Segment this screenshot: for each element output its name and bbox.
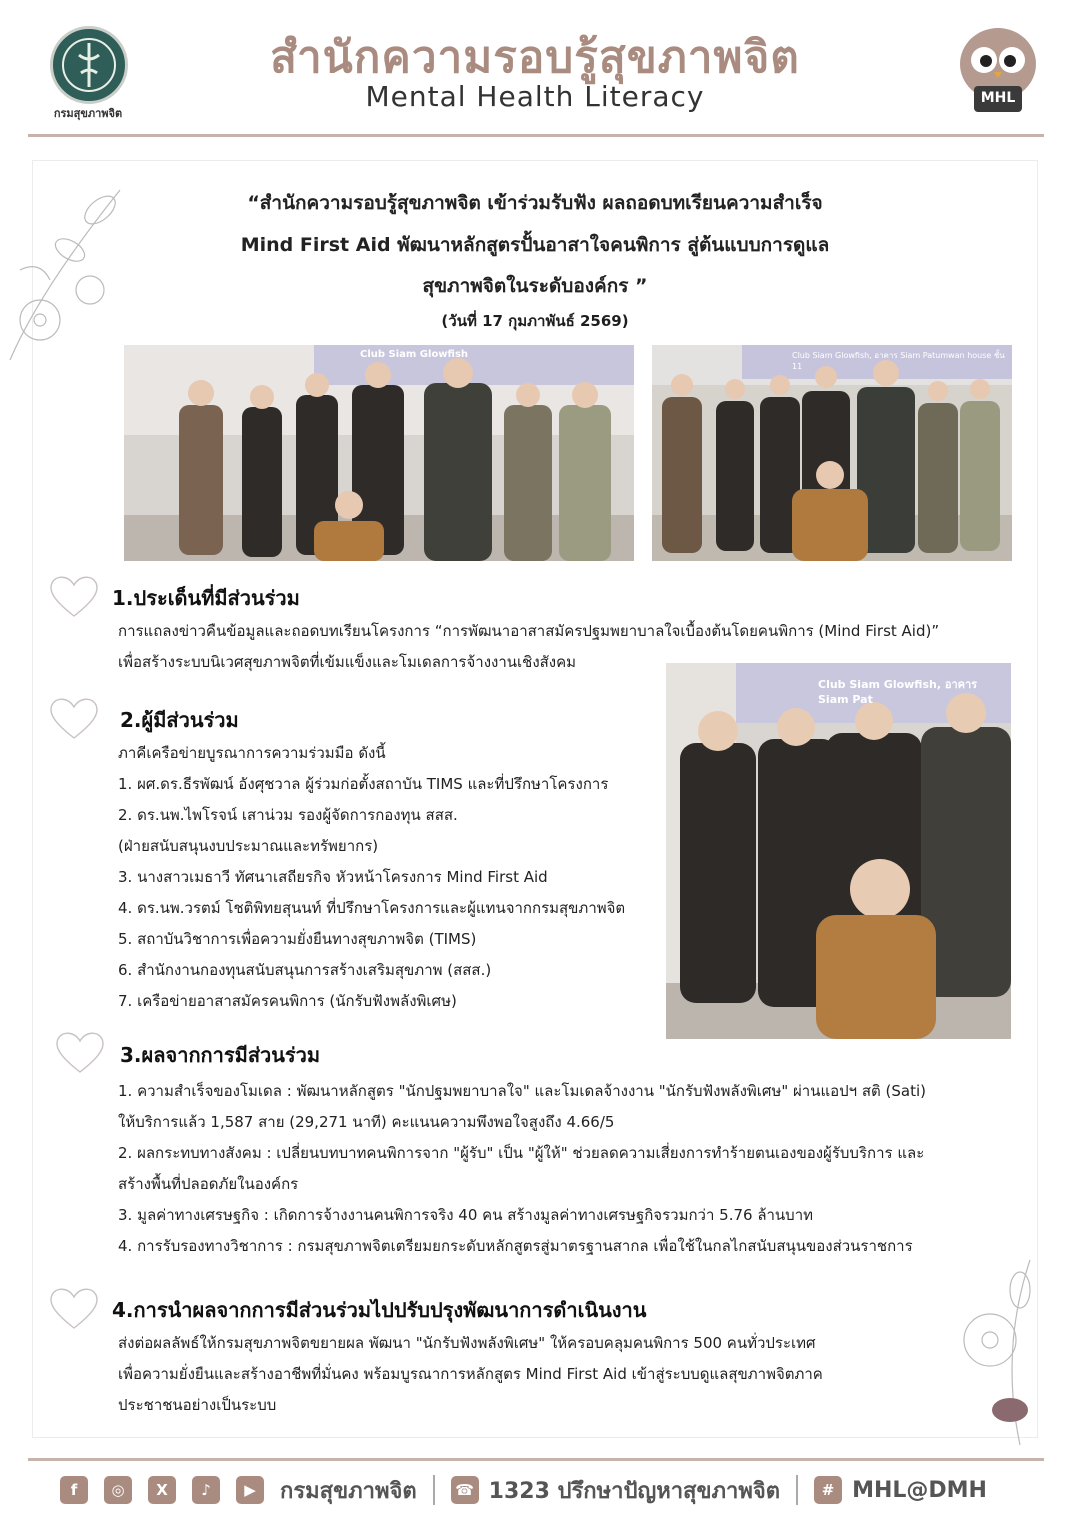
section-3-line: สร้างพื้นที่ปลอดภัยในองค์กร — [118, 1175, 299, 1193]
section-2-title: 2.ผู้มีส่วนร่วม — [120, 708, 239, 732]
section-2-line: 6. สำนักงานกองทุนสนับสนุนการสร้างเสริมสุขภาพ (สสส.) — [118, 961, 492, 979]
section-1-line: การแถลงข่าวคืนข้อมูลและถอดบทเรียนโครงการ “การพัฒนาอาสาสมัครปฐมพยาบาลใจเบื้องต้นโดยคนพิการ (Mind First Aid)” — [118, 622, 940, 640]
phone-icon: ☎ — [451, 1476, 479, 1504]
headline-line-3: สุขภาพจิตในระดับองค์กร ” — [422, 275, 648, 297]
footer-bar — [60, 1468, 1020, 1512]
headline-line-1: “สำนักความรอบรู้สุขภาพจิต เข้าร่วมรับฟัง ผลถอดบทเรียนความสำเร็จ — [247, 192, 823, 214]
page-title-thai: สำนักความรอบรู้สุขภาพจิต — [270, 32, 800, 83]
department-logo-text: กรมสุขภาพจิต — [53, 107, 123, 120]
footer-dept-name: กรมสุขภาพจิต — [280, 1478, 417, 1504]
section-4-line: เพื่อความยั่งยืนและสร้างอาชีพที่มั่นคง พร้อมบูรณาการหลักสูตร Mind First Aid เข้าสู่ระบบดูแลสุขภาพจิตภาค — [118, 1365, 823, 1383]
youtube-icon[interactable]: ▶ — [236, 1476, 264, 1504]
section-3-title: 3.ผลจากการมีส่วนร่วม — [120, 1043, 321, 1067]
footer-separator — [796, 1475, 798, 1505]
section-3-body — [118, 1076, 1018, 1262]
heart-icon — [52, 1028, 108, 1076]
x-twitter-icon[interactable]: X — [148, 1476, 176, 1504]
event-photo-2 — [652, 345, 1012, 561]
footer-divider — [28, 1458, 1044, 1461]
section-4-line: ประชาชนอย่างเป็นระบบ — [118, 1396, 277, 1414]
section-4-body — [118, 1328, 918, 1421]
section-4-title: 4.การนำผลจากการมีส่วนร่วมไปปรับปรุงพัฒนาการดำเนินงาน — [112, 1298, 647, 1322]
heart-icon — [46, 572, 102, 620]
section-2-line: 5. สถาบันวิชาการเพื่อความยั่งยืนทางสุขภาพจิต (TIMS) — [118, 930, 477, 948]
section-3-line: 4. การรับรองทางวิชาการ : กรมสุขภาพจิตเตรียมยกระดับหลักสูตรสู่มาตรฐานสากล เพื่อใช้ในกลไกสนับสนุนของส่วนราชการ — [118, 1237, 913, 1255]
section-2-line: 3. นางสาวเมธาวี ทัศนาเสถียรกิจ หัวหน้าโครงการ Mind First Aid — [118, 868, 548, 886]
section-2-line: 1. ผศ.ดร.ธีรพัฒน์ อังศุชวาล ผู้ร่วมก่อตั้งสถาบัน TIMS และที่ปรึกษาโครงการ — [118, 775, 609, 793]
mhl-badge-text: MHL — [980, 90, 1016, 106]
flower-decoration-icon — [0, 170, 140, 370]
footer-hashtag: MHL@DMH — [852, 1477, 987, 1503]
hashtag-icon: # — [814, 1476, 842, 1504]
heart-icon — [46, 694, 102, 742]
tiktok-icon[interactable]: ♪ — [192, 1476, 220, 1504]
event-photo-3 — [666, 663, 1011, 1039]
department-logo — [38, 26, 138, 122]
instagram-icon[interactable]: ◎ — [104, 1476, 132, 1504]
mhl-owl-logo — [952, 20, 1044, 120]
section-1-body — [118, 616, 998, 678]
footer-hotline: 1323 ปรึกษาปัญหาสุขภาพจิต — [488, 1478, 781, 1504]
department-seal-icon — [50, 26, 128, 104]
section-2-line: (ฝ่ายสนับสนุนงบประมาณและทรัพยากร) — [118, 837, 379, 855]
facebook-icon[interactable]: f — [60, 1476, 88, 1504]
photo-3-banner-text: Club Siam Glowfish, อาคาร Siam Pat — [818, 678, 978, 706]
section-3-line: 1. ความสำเร็จของโมเดล : พัฒนาหลักสูตร "นักปฐมพยาบาลใจ" และโมเดลจ้างงาน "นักรับฟังพลังพิเศษ" ผ่านแอปฯ สติ (Sati) — [118, 1082, 926, 1100]
heart-icon — [46, 1284, 102, 1332]
section-3-line: ให้บริการแล้ว 1,587 สาย (29,271 นาที) คะแนนความพึงพอใจสูงถึง 4.66/5 — [118, 1113, 615, 1131]
event-photo-1 — [124, 345, 634, 561]
section-1-title: 1.ประเด็นที่มีส่วนร่วม — [112, 586, 300, 610]
header-divider — [28, 134, 1044, 137]
section-2-line: ภาคีเครือข่ายบูรณาการความร่วมมือ ดังนี้ — [118, 744, 386, 762]
section-4-line: ส่งต่อผลลัพธ์ให้กรมสุขภาพจิตขยายผล พัฒนา "นักรับฟังพลังพิเศษ" ให้ครอบคลุมคนพิการ 500 คนทั่วประเทศ — [118, 1334, 816, 1352]
flower-decoration-right-icon — [940, 1250, 1040, 1450]
section-3-line: 3. มูลค่าทางเศรษฐกิจ : เกิดการจ้างงานคนพิการจริง 40 คน สร้างมูลค่าทางเศรษฐกิจรวมกว่า 5.76 ล้านบาท — [118, 1206, 814, 1224]
section-2-line: 4. ดร.นพ.วรตม์ โชติพิทยสุนนท์ ที่ปรึกษาโครงการและผู้แทนจากกรมสุขภาพจิต — [118, 899, 626, 917]
section-3-line: 2. ผลกระทบทางสังคม : เปลี่ยนบทบาทคนพิการจาก "ผู้รับ" เป็น "ผู้ให้" ช่วยลดความเสี่ยงการทำร้ายตนเองของผู้รับบริการ และ — [118, 1144, 925, 1162]
event-date: (วันที่ 17 กุมภาพันธ์ 2569) — [441, 312, 629, 330]
section-2-line: 7. เครือข่ายอาสาสมัครคนพิการ (นักรับฟังพลังพิเศษ) — [118, 992, 457, 1010]
page-title-english: Mental Health Literacy — [365, 80, 705, 113]
photo-1-banner-text: Club Siam Glowfish — [360, 349, 469, 360]
section-2-line: 2. ดร.นพ.ไพโรจน์ เสาน่วม รองผู้จัดการกองทุน สสส. — [118, 806, 458, 824]
section-2-body — [118, 738, 658, 1017]
headline-line-2: Mind First Aid พัฒนาหลักสูตรปั้นอาสาใจคนพิการ สู่ต้นแบบการดูแล — [240, 234, 830, 256]
footer-separator — [433, 1475, 435, 1505]
section-1-line: เพื่อสร้างระบบนิเวศสุขภาพจิตที่เข้มแข็งและโมเดลการจ้างงานเชิงสังคม — [118, 653, 577, 671]
photo-2-banner-text: Club Siam Glowfish, อาคาร Siam Patumwan house ชั้น 11 — [792, 351, 1005, 371]
